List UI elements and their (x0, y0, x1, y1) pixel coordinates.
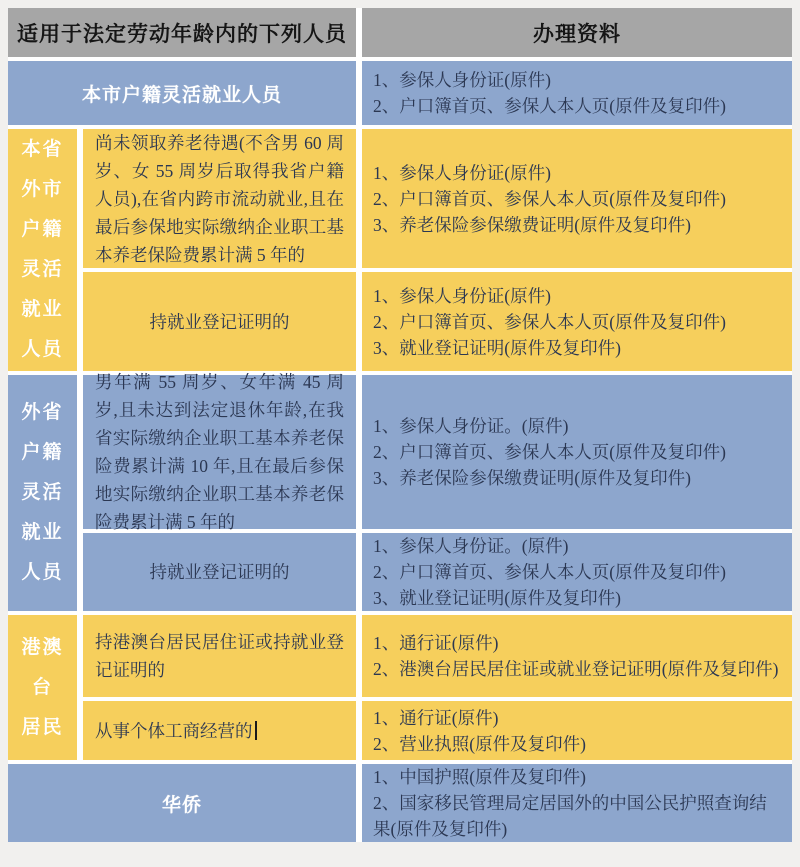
vlabel-line: 外市 (21, 179, 64, 200)
vlabel-line: 本省 (21, 139, 64, 160)
doc-line: 1、中国护照(原件及复印件) (373, 767, 586, 787)
doc-line: 1、参保人身份证(原件) (373, 162, 551, 183)
vlabel-line: 外省 (21, 402, 64, 423)
doc-line: 2、户口簿首页、参保人本人页(原件及复印件) (373, 311, 726, 332)
doc-line: 3、养老保险参保缴费证明(原件及复印件) (373, 214, 691, 235)
condition-text: 尚未领取养老待遇(不含男 60 周岁、女 55 周岁后取得我省户籍人员),在省内跨市流动就业,且在最后参保地实际缴纳企业职工基本养老保险费累计满 5 年的 (95, 132, 344, 265)
vlabel-line: 灵活 (21, 259, 64, 280)
header-applicable-persons-label: 适用于法定劳动年龄内的下列人员 (17, 22, 347, 46)
header-applicable-persons (8, 8, 356, 57)
other-province-condition-registration (83, 533, 356, 611)
doc-line: 2、户口簿首页、参保人本人页(原件及复印件) (373, 562, 726, 582)
vlabel-line: 户籍 (21, 219, 64, 240)
hmt-docs-self-employed (362, 701, 792, 760)
condition-text: 持港澳台居民居住证或持就业登记证明的 (95, 632, 344, 680)
row-overseas-chinese-docs (362, 764, 792, 842)
intra-province-condition-pension (83, 129, 356, 268)
other-province-docs-registration (362, 533, 792, 611)
doc-line: 2、户口簿首页、参保人本人页(原件及复印件) (373, 188, 726, 209)
doc-line: 2、营业执照(原件及复印件) (373, 733, 586, 754)
hmt-condition-residence-permit (83, 615, 356, 697)
section-intra-province-label (8, 129, 77, 371)
doc-line: 1、通行证(原件) (373, 633, 499, 653)
vlabel-line: 港澳 (21, 636, 64, 658)
condition-text-inner: 从事个体工商经营的 (95, 720, 253, 741)
vlabel-line: 居民 (21, 716, 64, 738)
condition-text (95, 717, 257, 745)
intra-province-docs-pension (362, 129, 792, 268)
doc-line: 1、通行证(原件) (373, 707, 499, 728)
section-hmt-residents-label (8, 615, 77, 760)
vlabel-line: 人员 (21, 339, 64, 360)
doc-line: 3、养老保险参保缴费证明(原件及复印件) (373, 468, 691, 488)
doc-line: 2、港澳台居民居住证或就业登记证明(原件及复印件) (373, 659, 779, 679)
doc-line: 2、户口簿首页、参保人本人页(原件及复印件) (373, 96, 726, 116)
hmt-docs-residence-permit (362, 615, 792, 697)
overseas-chinese-text: 华侨 (161, 794, 202, 816)
vlabel-line: 台 (31, 676, 53, 698)
text-cursor-caret (255, 721, 257, 740)
doc-line: 3、就业登记证明(原件及复印件) (373, 337, 621, 358)
hmt-condition-self-employed (83, 701, 356, 760)
doc-line: 1、参保人身份证(原件) (373, 70, 551, 90)
eligibility-materials-table (8, 8, 792, 842)
condition-text: 持就业登记证明的 (149, 311, 290, 332)
doc-line: 1、参保人身份证(原件) (373, 285, 551, 306)
vlabel-line: 就业 (21, 299, 64, 320)
doc-line: 2、户口簿首页、参保人本人页(原件及复印件) (373, 442, 726, 462)
vlabel-line: 人员 (21, 562, 64, 583)
section-other-province-label (8, 375, 77, 611)
doc-line: 2、国家移民管理局定居国外的中国公民护照查询结果(原件及复印件) (373, 793, 767, 839)
doc-line: 1、参保人身份证。(原件) (373, 416, 569, 436)
other-province-docs-pension (362, 375, 792, 529)
header-materials-label: 办理资料 (533, 22, 621, 46)
doc-line: 1、参保人身份证。(原件) (373, 536, 569, 556)
row-overseas-chinese-label (8, 764, 356, 842)
condition-text: 男年满 55 周岁、女年满 45 周岁,且未达到法定退休年龄,在我省实际缴纳企业职工基本养老保险费累计满 10 年,且在最后参保地实际缴纳企业职工基本养老保险费累计满 5 年的 (95, 372, 344, 532)
intra-province-docs-registration (362, 272, 792, 371)
vlabel-line: 户籍 (21, 442, 64, 463)
header-materials (362, 8, 792, 57)
local-hukou-text: 本市户籍灵活就业人员 (81, 84, 282, 106)
vlabel-line: 就业 (21, 522, 64, 543)
intra-province-condition-registration (83, 272, 356, 371)
row-local-hukou-docs (362, 61, 792, 125)
vlabel-line: 灵活 (21, 482, 64, 503)
other-province-condition-pension (83, 372, 356, 532)
doc-line: 3、就业登记证明(原件及复印件) (373, 588, 621, 608)
row-local-hukou-label (8, 61, 356, 125)
condition-text: 持就业登记证明的 (149, 562, 290, 582)
